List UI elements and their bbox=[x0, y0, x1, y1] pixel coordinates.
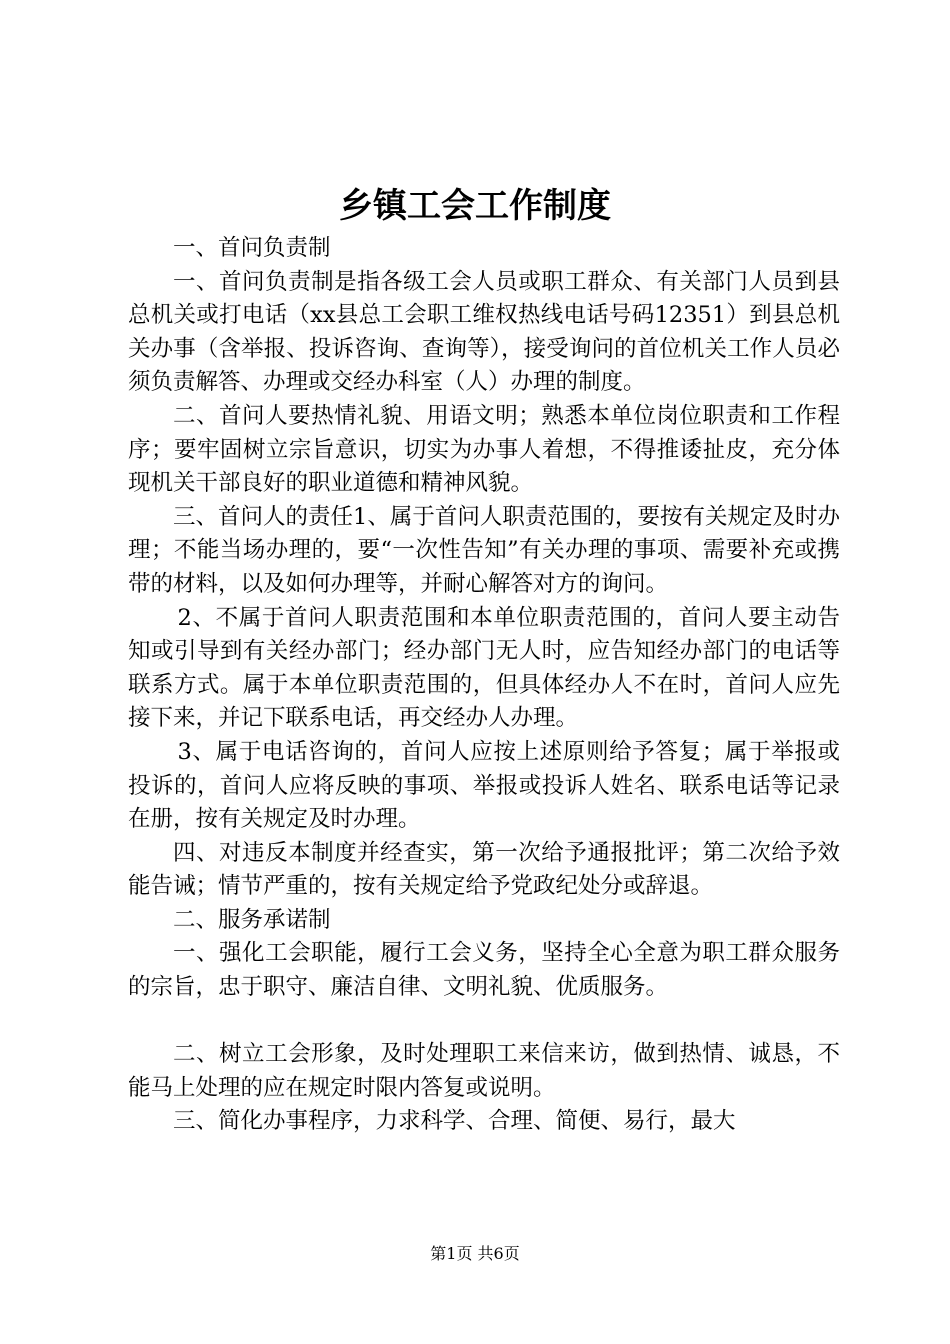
paragraph: 三、首问人的责任1、属于首问人职责范围的，要按有关规定及时办理；不能当场办理的，要“一次性告知”有关办理的事项、需要补充或携带的材料，以及如何办理等，并耐心解答对方的询问。 bbox=[128, 503, 840, 597]
paragraph: 二、树立工会形象，及时处理职工来信来访，做到热情、诚恳，不能马上处理的应在规定时限内答复或说明。 bbox=[128, 1041, 840, 1101]
page-number: 第1页 共6页 bbox=[430, 1244, 520, 1263]
paragraph: 2、不属于首问人职责范围和本单位职责范围的，首问人要主动告知或引导到有关经办部门；经办部门无人时，应告知经办部门的电话等联系方式。属于本单位职责范围的，但具体经办人不在时，首问人应先接下来，并记下联系电话，再交经办人办理。 bbox=[128, 604, 840, 732]
document-body bbox=[128, 232, 840, 1139]
paragraph: 一、首问负责制是指各级工会人员或职工群众、有关部门人员到县总机关或打电话（xx县总工会职工维权热线电话号码12351）到县总机关办事（含举报、投诉咨询、查询等），接受询问的首位机关工作人员必须负责解答、办理或交经办科室（人）办理的制度。 bbox=[128, 268, 840, 396]
section-heading-1: 一、首问负责制 bbox=[173, 235, 331, 261]
paragraph: 3、属于电话咨询的，首问人应按上述原则给予答复；属于举报或投诉的，首问人应将反映的事项、举报或投诉人姓名、联系电话等记录在册，按有关规定及时办理。 bbox=[128, 738, 840, 833]
paragraph: 二、首问人要热情礼貌、用语文明；熟悉本单位岗位职责和工作程序；要牢固树立宗旨意识，切实为办事人着想，不得推诿扯皮，充分体现机关干部良好的职业道德和精神风貌。 bbox=[128, 402, 840, 497]
document-title: 乡镇工会工作制度 bbox=[339, 186, 611, 226]
paragraph: 一、强化工会职能，履行工会义务，坚持全心全意为职工群众服务的宗旨，忠于职守、廉洁自律、文明礼貌、优质服务。 bbox=[128, 940, 840, 1001]
paragraph: 四、对违反本制度并经查实，第一次给予通报批评；第二次给予效能告诫；情节严重的，按有关规定给予党政纪处分或辞退。 bbox=[128, 839, 840, 900]
paragraph: 三、简化办事程序，力求科学、合理、简便、易行，最大 bbox=[173, 1108, 736, 1135]
section-heading-2: 二、服务承诺制 bbox=[173, 906, 331, 933]
